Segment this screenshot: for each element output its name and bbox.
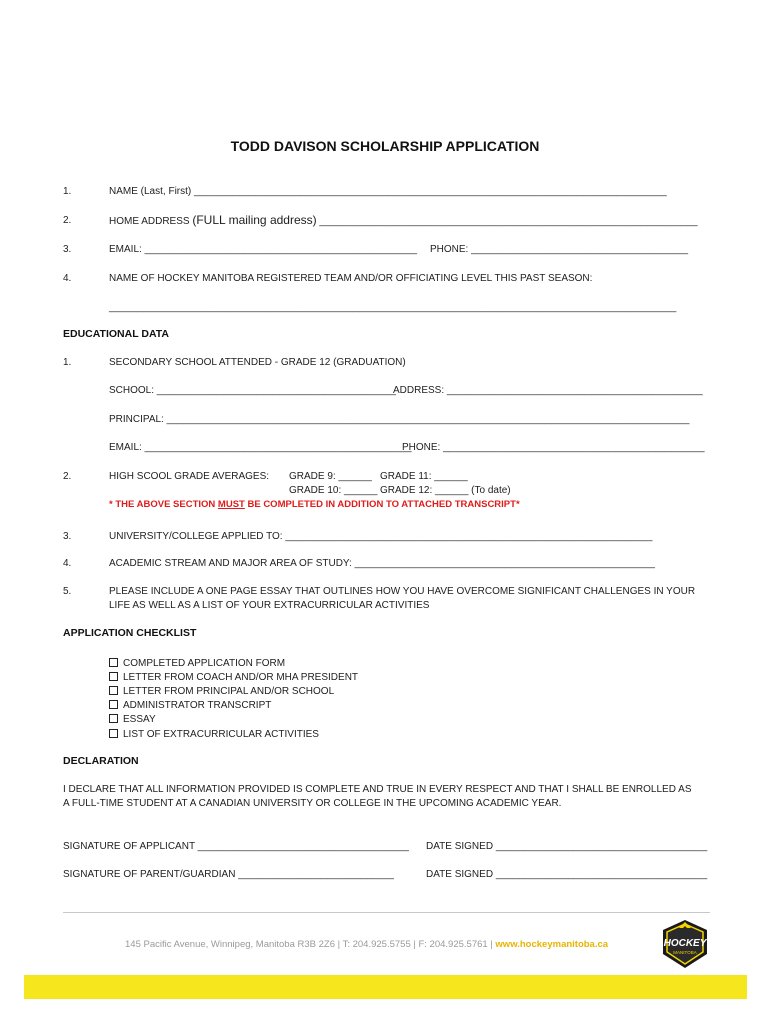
email-field[interactable]: EMAIL: _________________________________________________ bbox=[109, 244, 418, 255]
checklist-item[interactable] bbox=[109, 714, 156, 725]
home-address-line: ____________________________________________________________________ bbox=[316, 216, 698, 227]
item-number: 1. bbox=[63, 186, 72, 197]
grade11-field[interactable]: GRADE 11: ______ bbox=[380, 471, 468, 482]
checklist-item[interactable] bbox=[109, 700, 271, 711]
footer-address: 145 Pacific Avenue, Winnipeg, Manitoba R3B 2Z6 | T: 204.925.5755 | F: 204.925.5761 | bbox=[125, 939, 496, 950]
grade10-field[interactable]: GRADE 10: ______ bbox=[289, 485, 378, 496]
phone-field[interactable]: PHONE: _______________________________________ bbox=[430, 244, 689, 255]
item-number: 3. bbox=[63, 244, 72, 255]
checkbox[interactable] bbox=[109, 672, 118, 681]
checklist-item[interactable] bbox=[109, 729, 319, 740]
checkbox[interactable] bbox=[109, 714, 118, 723]
item-number: 3. bbox=[63, 531, 72, 542]
checklist-item-label: COMPLETED APPLICATION FORM bbox=[123, 658, 286, 669]
logo-hockey-text: HOCKEY bbox=[663, 938, 707, 949]
name-field[interactable]: NAME (Last, First) _____________________________________________________________________________________ bbox=[109, 186, 667, 197]
academic-stream-field[interactable]: ACADEMIC STREAM AND MAJOR AREA OF STUDY: ______________________________________________________ bbox=[109, 558, 655, 569]
form-title: TODD DAVISON SCHOLARSHIP APPLICATION bbox=[230, 138, 540, 154]
educational-data-heading: EDUCATIONAL DATA bbox=[63, 328, 169, 340]
parent-signature-field[interactable]: SIGNATURE OF PARENT/GUARDIAN ____________________________ bbox=[63, 869, 394, 880]
declaration-heading: DECLARATION bbox=[63, 755, 139, 767]
school-email-field[interactable]: EMAIL: ________________________________________________ bbox=[109, 442, 412, 453]
school-field[interactable]: SCHOOL: ___________________________________________ bbox=[109, 385, 396, 396]
required-notice bbox=[109, 499, 520, 510]
required-notice-part: BE COMPLETED IN ADDITION TO ATTACHED TRANSCRIPT* bbox=[244, 499, 520, 510]
checkbox[interactable] bbox=[109, 700, 118, 709]
university-field[interactable]: UNIVERSITY/COLLEGE APPLIED TO: __________________________________________________________________ bbox=[109, 531, 653, 542]
footer-yellow-bar bbox=[24, 975, 747, 999]
required-notice-must: MUST bbox=[217, 499, 245, 510]
applicant-date-field[interactable]: DATE SIGNED ______________________________________ bbox=[426, 841, 708, 852]
school-phone-field[interactable]: PHONE: _______________________________________________ bbox=[402, 442, 705, 453]
checklist-item-label: ADMINISTRATOR TRANSCRIPT bbox=[123, 700, 272, 711]
secondary-school-label: SECONDARY SCHOOL ATTENDED - GRADE 12 (GRADUATION) bbox=[109, 357, 406, 368]
checklist-item-label: LETTER FROM COACH AND/OR MHA PRESIDENT bbox=[123, 672, 359, 683]
parent-date-field[interactable]: DATE SIGNED ______________________________________ bbox=[426, 869, 708, 880]
grade12-field[interactable]: GRADE 12: ______ (To date) bbox=[380, 485, 511, 496]
checkbox[interactable] bbox=[109, 686, 118, 695]
school-address-field[interactable]: ADDRESS: ______________________________________________ bbox=[393, 385, 703, 396]
checklist-item[interactable] bbox=[109, 686, 334, 697]
item-number: 4. bbox=[63, 273, 72, 284]
home-address-label: HOME ADDRESS bbox=[109, 216, 193, 227]
essay-instruction-line1: PLEASE INCLUDE A ONE PAGE ESSAY THAT OUTLINES HOW YOU HAVE OVERCOME SIGNIFICANT CHALLENGES IN YOUR bbox=[109, 586, 696, 597]
footer-contact bbox=[125, 939, 608, 950]
required-notice-part: * THE ABOVE SECTION bbox=[109, 499, 218, 510]
item-number: 5. bbox=[63, 586, 72, 597]
grade-averages-label: HIGH SCOOL GRADE AVERAGES: bbox=[109, 471, 270, 482]
applicant-signature-field[interactable]: SIGNATURE OF APPLICANT ______________________________________ bbox=[63, 841, 409, 852]
checklist-item[interactable] bbox=[109, 672, 358, 683]
team-label: NAME OF HOCKEY MANITOBA REGISTERED TEAM AND/OR OFFICIATING LEVEL THIS PAST SEASON: bbox=[109, 273, 593, 284]
item-number: 2. bbox=[63, 471, 72, 482]
checklist-heading: APPLICATION CHECKLIST bbox=[63, 627, 197, 639]
footer-website-link[interactable]: www.hockeymanitoba.ca bbox=[495, 939, 609, 950]
essay-instruction-line2: LIFE AS WELL AS A LIST OF YOUR EXTRACURRICULAR ACTIVITIES bbox=[109, 600, 430, 611]
checkbox[interactable] bbox=[109, 658, 118, 667]
principal-field[interactable]: PRINCIPAL: ______________________________________________________________________________________________ bbox=[109, 414, 690, 425]
item-number: 1. bbox=[63, 357, 72, 368]
grade9-field[interactable]: GRADE 9: ______ bbox=[289, 471, 372, 482]
logo-manitoba-text: MANITOBA bbox=[673, 950, 697, 955]
item-number: 2. bbox=[63, 215, 72, 226]
declaration-text-line2: A FULL-TIME STUDENT AT A CANADIAN UNIVERSITY OR COLLEGE IN THE UPCOMING ACADEMIC YEAR. bbox=[63, 798, 562, 809]
home-address-field[interactable] bbox=[109, 213, 698, 227]
hockey-manitoba-logo bbox=[657, 918, 713, 970]
checklist-item-label: LETTER FROM PRINCIPAL AND/OR SCHOOL bbox=[123, 686, 335, 697]
team-field[interactable]: ______________________________________________________________________________________________________ bbox=[109, 302, 677, 313]
footer-divider bbox=[63, 912, 710, 913]
checklist-item[interactable] bbox=[109, 658, 285, 669]
checklist-item-label: LIST OF EXTRACURRICULAR ACTIVITIES bbox=[123, 729, 319, 740]
checkbox[interactable] bbox=[109, 729, 118, 738]
declaration-text-line1: I DECLARE THAT ALL INFORMATION PROVIDED IS COMPLETE AND TRUE IN EVERY RESPECT AND THAT I SHALL BE ENROLLED AS bbox=[63, 784, 692, 795]
home-address-note: (FULL mailing address) bbox=[192, 213, 317, 227]
item-number: 4. bbox=[63, 558, 72, 569]
checklist-item-label: ESSAY bbox=[123, 714, 156, 725]
